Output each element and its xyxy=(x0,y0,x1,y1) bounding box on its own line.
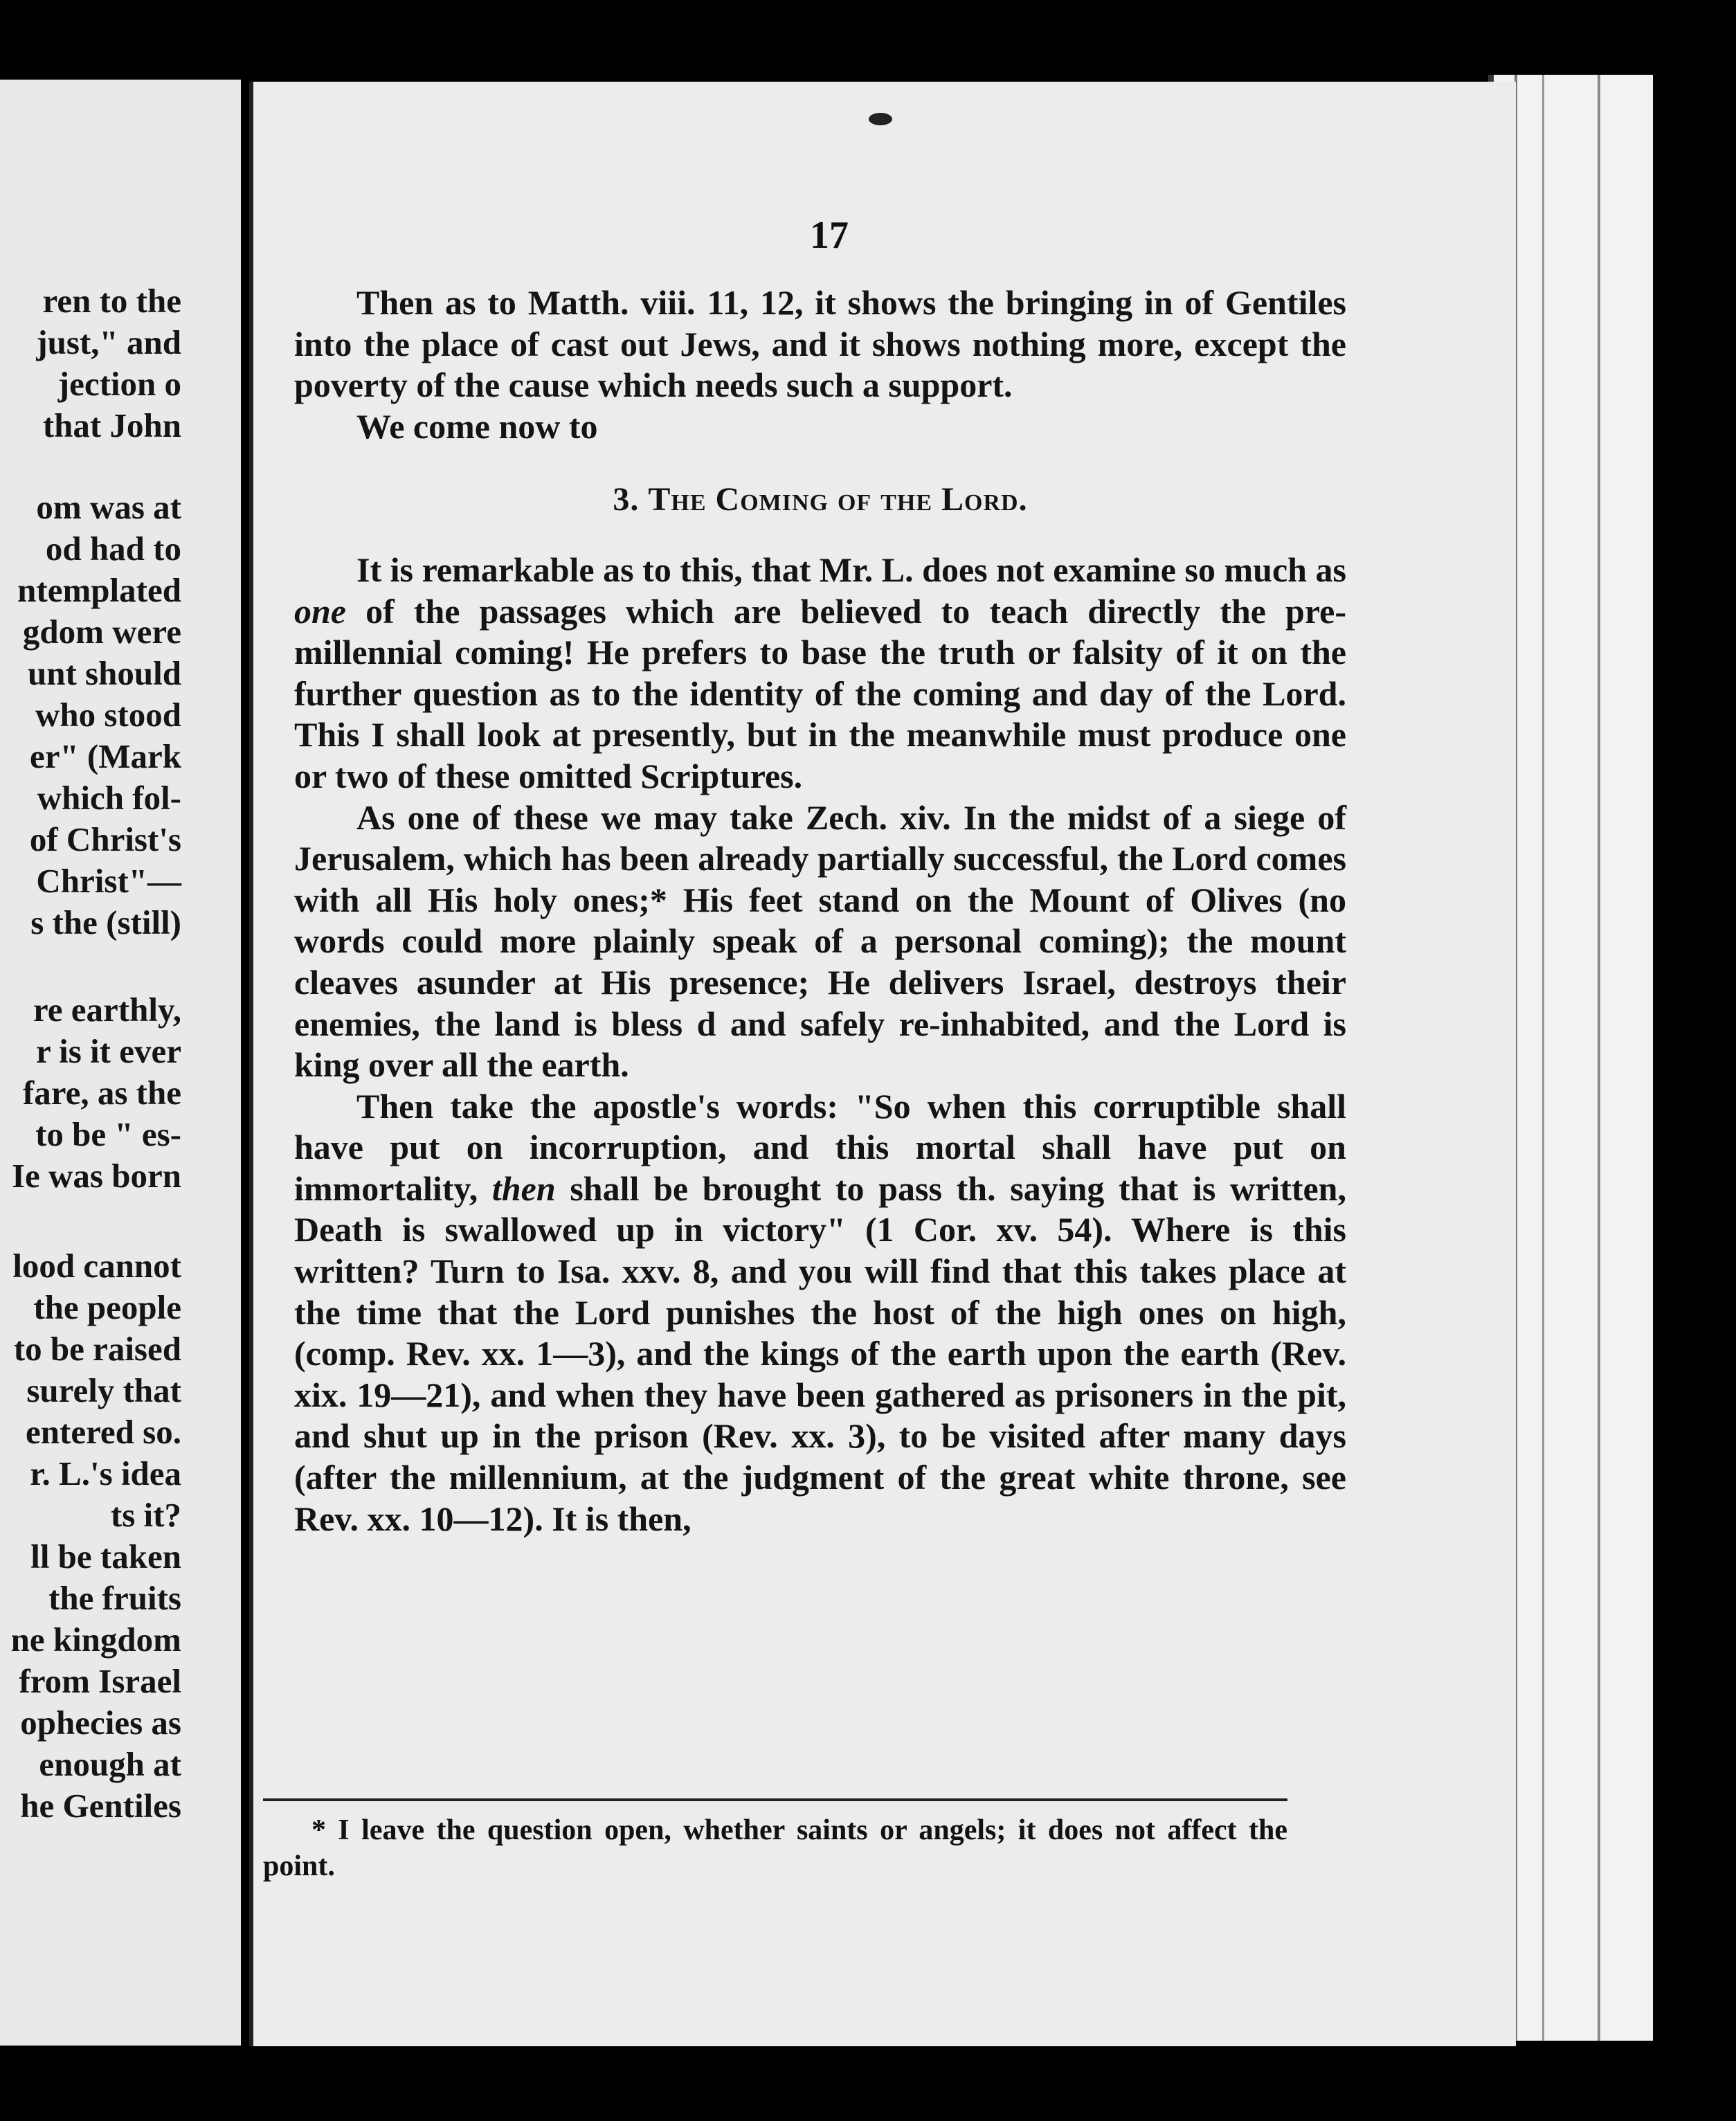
left-page-line: r is it ever xyxy=(36,1032,181,1070)
left-page-line: entered so. xyxy=(26,1413,181,1451)
left-page-line: ne kingdom xyxy=(10,1621,181,1659)
left-page-line: Ie was born xyxy=(11,1157,181,1195)
paragraph-apostle-emphasis: then xyxy=(491,1168,556,1208)
page-body xyxy=(294,282,1346,1540)
left-page-line: gdom were xyxy=(22,613,181,651)
left-page-line: surely that xyxy=(26,1371,181,1409)
footnote: * I leave the question open, whether saints or angels; it does not affect the point. xyxy=(263,1814,1287,1882)
paragraph-zechariah: As one of these we may take Zech. xiv. In the midst of a siege of Jerusalem, which has been already partially successful, the Lord comes with all His holy ones;* His feet stand on the Mount of Olives (no words could more plainly speak of a personal coming); the mount cleaves asunder at His presence; He delivers Israel, destroys their enemies, the land is bless d and safely re-inhabited, and the Lord is king over all the earth. xyxy=(294,797,1346,1085)
left-page-line: ll be taken xyxy=(30,1537,181,1576)
heading-title: The Coming of the Lord. xyxy=(648,481,1028,518)
left-page-line: re earthly, xyxy=(33,991,181,1029)
page-number: 17 xyxy=(810,214,849,257)
left-page-line: to be raised xyxy=(13,1330,181,1368)
paragraph-we-come: We come now to xyxy=(356,406,598,446)
left-page-line: om was at xyxy=(36,488,181,526)
left-page-line: from Israel xyxy=(19,1662,181,1700)
left-page-line: lood cannot xyxy=(12,1247,181,1285)
footnote-rule xyxy=(263,1798,1287,1801)
left-page-line: jection o xyxy=(57,365,181,403)
paragraph-apostle-part-1: Then take the apostle's words: "So when this corruptible shall have put on incorruption, and this mortal shall have put on immortality, xyxy=(294,1086,1346,1208)
left-page-line: Christ"— xyxy=(36,862,181,900)
left-page-line: r. L.'s idea xyxy=(30,1454,181,1492)
main-page xyxy=(249,82,1516,2046)
left-page-line: of Christ's xyxy=(29,820,181,858)
left-page-line: he Gentiles xyxy=(20,1787,181,1825)
left-page-line: to be " es- xyxy=(35,1115,181,1153)
paragraph-apostle xyxy=(294,1086,1346,1540)
left-page-line: s the (still) xyxy=(30,903,181,941)
left-page-line: who stood xyxy=(35,696,181,734)
paragraph-remarkable-emphasis: one xyxy=(294,591,346,631)
left-page-line: fare, as the xyxy=(22,1074,181,1112)
paragraph-remarkable-part-2: of the passages which are believed to teach directly the pre-millennial coming! He prefers to base the truth or falsity of it on the further question as to the identity of the coming and day of the Lord. This I shall look at presently, but in the meanwhile must produce one or two of these omitted Scriptures. xyxy=(294,591,1346,795)
paragraph-remarkable xyxy=(294,550,1346,797)
left-page-line: that John xyxy=(42,406,181,444)
left-page-line: unt should xyxy=(27,654,181,692)
left-page-line: ntemplated xyxy=(17,571,181,609)
left-page-line: od had to xyxy=(45,530,181,568)
left-page-line: ren to the xyxy=(42,282,181,320)
left-page-line: just," and xyxy=(36,323,181,361)
paragraph-matthew: Then as to Matth. viii. 11, 12, it shows the bringing in of Gentiles into the place of cast out Jews, and it shows nothing more, except the poverty of the cause which needs such a support. xyxy=(294,283,1346,405)
left-page-line: ophecies as xyxy=(20,1704,181,1742)
left-page-line: ts it? xyxy=(110,1496,181,1534)
left-facing-page xyxy=(0,80,241,2046)
left-page-line: enough at xyxy=(39,1745,181,1783)
heading-number: 3. xyxy=(613,481,640,518)
ink-speck xyxy=(869,113,892,125)
left-page-line: er" (Mark xyxy=(29,737,181,775)
section-heading xyxy=(294,479,1346,521)
paragraph-remarkable-part-1: It is remarkable as to this, that Mr. L. does not examine so much as xyxy=(356,550,1346,589)
left-page-line: which fol- xyxy=(37,779,181,817)
left-page-line: the fruits xyxy=(48,1579,181,1617)
left-page-line: the people xyxy=(33,1288,181,1326)
left-page-text xyxy=(0,280,235,1827)
paragraph-apostle-part-2: shall be brought to pass th. saying that is written, Death is swallowed up in victory" (1 Cor. xv. 54). Where is this written? Turn to Isa. xxv. 8, and you will find that this takes place at the time that the Lord punishes the host of the high ones on high, (comp. Rev. xx. 1—3), and the kings of the earth upon the earth (Rev. xix. 19—21), and when they have been gathered as prisoners in the pit, and shut up in the prison (Rev. xx. 3), to be visited after many days (after the millennium, at the judgment of the great white throne, see Rev. xx. 10—12). It is then, xyxy=(294,1168,1346,1538)
